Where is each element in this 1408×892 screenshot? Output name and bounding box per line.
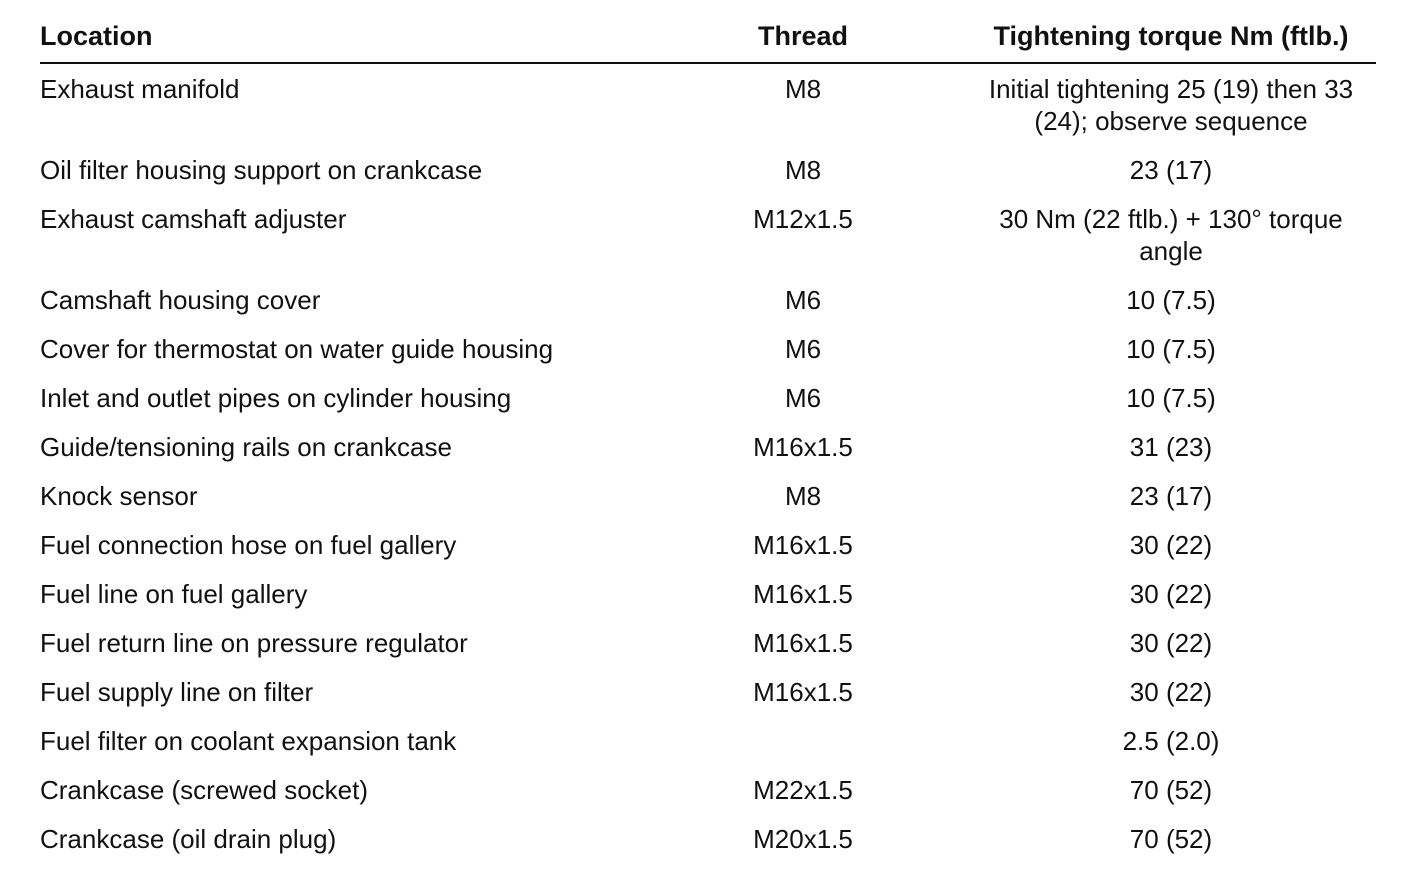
cell-torque: 10 (7.5) <box>1126 334 1216 364</box>
torque-spec-table <box>40 18 1376 864</box>
table-row <box>40 325 1376 374</box>
cell-location: Fuel return line on pressure regulator <box>40 628 468 658</box>
cell-location: Fuel connection hose on fuel gallery <box>40 530 457 560</box>
cell-location: Fuel supply line on filter <box>40 677 314 707</box>
cell-thread: M8 <box>784 481 822 511</box>
cell-torque: 10 (7.5) <box>1126 383 1216 413</box>
cell-thread: M8 <box>784 155 822 185</box>
cell-thread: M16x1.5 <box>753 530 853 560</box>
table-row <box>40 423 1376 472</box>
cell-location: Camshaft housing cover <box>40 285 321 315</box>
cell-torque: 30 (22) <box>1129 530 1213 560</box>
cell-location: Fuel filter on coolant expansion tank <box>40 726 457 756</box>
cell-location: Knock sensor <box>40 481 198 511</box>
cell-thread: M16x1.5 <box>753 677 853 707</box>
cell-location: Crankcase (screwed socket) <box>40 775 368 805</box>
table-row <box>40 766 1376 815</box>
table-row <box>40 63 1376 146</box>
header-torque: Tightening torque Nm (ftlb.) <box>926 18 1376 63</box>
cell-thread: M16x1.5 <box>753 432 853 462</box>
cell-torque: 30 (22) <box>1129 677 1213 707</box>
cell-location: Crankcase (oil drain plug) <box>40 824 337 854</box>
cell-location: Guide/tensioning rails on crankcase <box>40 432 452 462</box>
cell-location: Oil filter housing support on crankcase <box>40 155 483 185</box>
table-row <box>40 276 1376 325</box>
table-row <box>40 619 1376 668</box>
torque-spec-document <box>40 18 1376 864</box>
cell-thread: M16x1.5 <box>753 628 853 658</box>
header-thread: Thread <box>680 18 926 63</box>
cell-torque: 23 (17) <box>1129 155 1213 185</box>
cell-torque: 70 (52) <box>1129 775 1213 805</box>
cell-thread: M20x1.5 <box>753 824 853 854</box>
cell-torque: 30 (22) <box>1129 628 1213 658</box>
cell-location: Exhaust manifold <box>40 74 240 104</box>
cell-torque: 31 (23) <box>1129 432 1213 462</box>
table-row <box>40 815 1376 864</box>
cell-torque: 70 (52) <box>1129 824 1213 854</box>
cell-thread <box>680 717 926 766</box>
header-location: Location <box>40 18 680 63</box>
cell-torque: 30 (22) <box>1129 579 1213 609</box>
cell-torque: 30 Nm (22 ftlb.) + 130° torque angle <box>999 204 1343 266</box>
table-body <box>40 63 1376 864</box>
cell-torque: 23 (17) <box>1129 481 1213 511</box>
cell-thread: M6 <box>784 334 822 364</box>
table-header <box>40 18 1376 63</box>
cell-location: Exhaust camshaft adjuster <box>40 204 347 234</box>
cell-thread: M16x1.5 <box>753 579 853 609</box>
cell-thread: M22x1.5 <box>753 775 853 805</box>
cell-torque: 2.5 (2.0) <box>1122 726 1220 756</box>
cell-torque: Initial tightening 25 (19) then 33 (24); observe sequence <box>988 74 1354 136</box>
cell-location: Fuel line on fuel gallery <box>40 579 308 609</box>
cell-thread: M12x1.5 <box>753 204 853 234</box>
table-row <box>40 717 1376 766</box>
table-row <box>40 374 1376 423</box>
table-row <box>40 570 1376 619</box>
table-row <box>40 146 1376 195</box>
header-row <box>40 18 1376 63</box>
table-row <box>40 521 1376 570</box>
cell-thread: M6 <box>784 285 822 315</box>
table-row <box>40 472 1376 521</box>
cell-thread: M6 <box>784 383 822 413</box>
cell-location: Cover for thermostat on water guide housing <box>40 334 554 364</box>
cell-thread: M8 <box>784 74 822 104</box>
table-row <box>40 195 1376 276</box>
cell-torque: 10 (7.5) <box>1126 285 1216 315</box>
table-row <box>40 668 1376 717</box>
cell-location: Inlet and outlet pipes on cylinder housing <box>40 383 512 413</box>
